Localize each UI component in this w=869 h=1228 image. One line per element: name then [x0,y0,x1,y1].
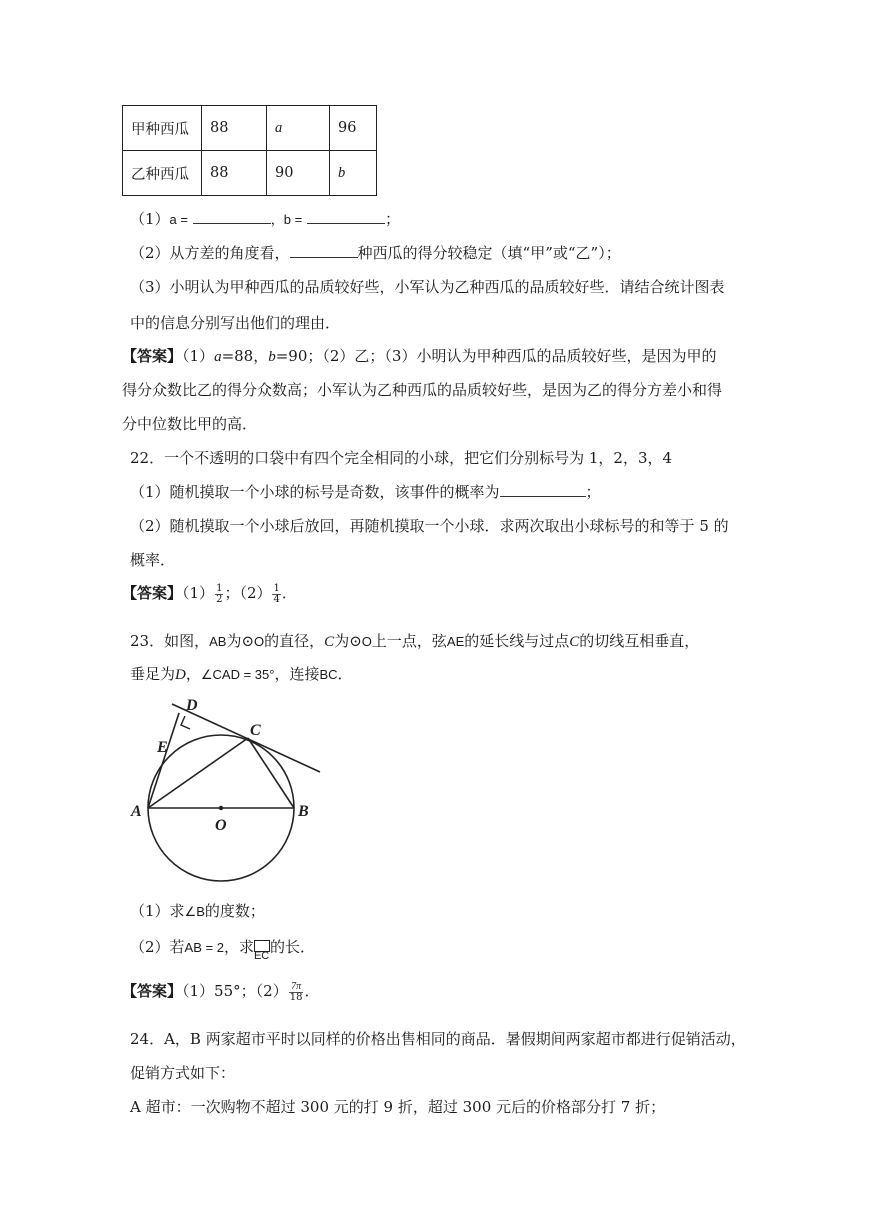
answer-text: b [268,349,276,365]
answer-tag: 【答案】 [122,584,183,602]
tangent-line [172,704,320,772]
q23-part1 [130,900,265,921]
point-label-b: B [298,803,309,820]
q23-text: AB = 2 [184,940,224,955]
arc-symbol [253,940,270,962]
answer-tag: 【答案】 [122,347,183,365]
q23-text: ． [337,665,353,683]
table-row [123,151,377,196]
table-cell: 88 [202,151,267,196]
q23-text: 垂足为 [130,665,176,683]
answer-text: ． [304,982,320,1000]
fraction-denominator: 18 [289,991,303,1003]
fraction-denominator: 2 [216,593,223,605]
line-ad [148,713,179,808]
point-label-o: O [215,817,227,834]
q22-part1 [130,481,601,502]
arc-label: EC [253,950,270,962]
q21-answer-line2: 得分众数比乙的得分众数高；小军认为乙种西瓜的品质较好些，是因为乙的得分方差小和得 [122,381,723,399]
q23-text: ∠CAD = 35° [200,667,275,682]
answer-blank[interactable] [307,211,385,224]
q23-text: O [254,634,265,649]
q23-text: C [324,634,335,650]
q21-answer-line1 [122,345,716,366]
q23-text: D [175,667,186,683]
circle-symbol: ⊙ [241,632,255,650]
table-cell: 乙种西瓜 [123,151,202,196]
fraction-denominator: 4 [273,593,280,605]
q23-text: 为 [226,632,242,650]
q23-text: C [569,634,580,650]
point-label-c: C [250,722,261,739]
q21-part1-end: ； [384,210,400,228]
table-cell: 96 [330,106,377,151]
q22-stem: 22．一个不透明的口袋中有四个完全相同的小球，把它们分别标号为 1，2，3，4 [130,449,673,467]
point-label-d: D [186,697,198,714]
answer-blank[interactable] [500,484,586,497]
q24-line3: A 超市：一次购物不超过 300 元的打 9 折，超过 300 元后的价格部分打 7 折； [130,1098,666,1116]
point-label-e: E [157,739,168,756]
answer-text: =88， [221,347,269,365]
q23-text: ，连接 [274,665,320,683]
answer-blank[interactable] [193,211,271,224]
q21-part1-label: （1） [130,210,170,228]
q23-text: O [361,634,372,649]
q23-stem-line1 [130,630,699,651]
right-angle-mark [181,716,190,729]
answer-text: （1） [182,584,215,602]
center-dot [219,806,223,810]
q23-text: 23．如图， [130,632,210,650]
q22-part1-end: ； [585,483,601,501]
q21-part3-line1: （3）小明认为甲种西瓜的品质较好些，小军认为乙种西瓜的品质较好些．请结合统计图表 [130,278,725,296]
answer-text: =90；（2）乙；（3）小明认为甲种西瓜的品质较好些，是因为甲的 [275,347,717,365]
q23-text: 的直径， [264,632,325,650]
q23-text: （1）求 [130,902,185,920]
geometry-figure [120,690,340,890]
answer-tag: 【答案】 [122,982,183,1000]
q21-part3-line2: 中的信息分别写出他们的理由． [130,314,341,332]
q23-stem-line2 [130,663,353,684]
answer-text: （1） [182,347,215,365]
answer-text: （1）55°；（2） [182,982,288,1000]
q23-text: （2）若 [130,938,185,956]
q21-b-label: ，b = [270,212,303,227]
q23-text: ∠B [184,904,205,919]
q23-text: ，求 [223,938,254,956]
q23-text: 的延长线与过点 [464,632,570,650]
table-cell: 88 [202,106,267,151]
q22-part1-text: （1）随机摸取一个小球的标号是奇数，该事件的概率为 [130,483,500,501]
table-row [123,106,377,151]
table-cell: 甲种西瓜 [123,106,202,151]
q23-text: BC [319,667,338,682]
q24-line1: 24．A，B 两家超市平时以同样的价格出售相同的商品．暑假期间两家超市都进行促销活动， [130,1030,746,1048]
q23-text: 上一点，弦 [371,632,447,650]
table-cell: a [267,106,330,151]
fraction-numerator: 1 [273,582,280,594]
answer-blank[interactable] [290,245,358,258]
circle-symbol: ⊙ [349,632,362,650]
q23-text: 为 [334,632,350,650]
fraction [272,584,280,605]
answer-text: ；（2） [224,584,272,602]
q21-answer-line3: 分中位数比甲的高． [122,415,258,433]
q21-part2-text: （2）从方差的角度看， [130,244,290,262]
q23-text: AB [209,634,227,649]
q21-part1 [130,208,400,229]
table-cell: 90 [267,151,330,196]
fraction [289,982,304,1003]
answer-text: a [214,349,222,365]
q23-text: 的长． [269,938,315,956]
q22-part2-line1: （2）随机摸取一个小球后放回，再随机摸取一个小球．求两次取出小球标号的和等于 5 的 [130,517,729,535]
q23-text: 的切线互相垂直， [579,632,700,650]
q23-text: 的度数； [204,902,265,920]
fraction-numerator: 1 [216,582,223,594]
table-cell: b [330,151,377,196]
q23-text: ， [185,665,201,683]
q22-part2-line2: 概率． [130,551,176,569]
q23-part2 [130,936,315,962]
q21-part2 [130,242,621,263]
q23-text: AE [446,634,465,649]
answer-text: ． [281,584,297,602]
score-table [122,105,377,196]
fraction-numerator: 7π [289,982,304,993]
point-label-a: A [131,803,142,820]
q22-answer [122,582,297,605]
q24-line2: 促销方式如下： [130,1064,236,1082]
chord-bc [248,738,294,808]
q21-part2-text: 种西瓜的得分较稳定（填“甲”或“乙”）； [357,244,621,262]
q23-answer [122,980,319,1003]
fraction [215,584,223,605]
q21-a-label: a = [169,212,188,227]
